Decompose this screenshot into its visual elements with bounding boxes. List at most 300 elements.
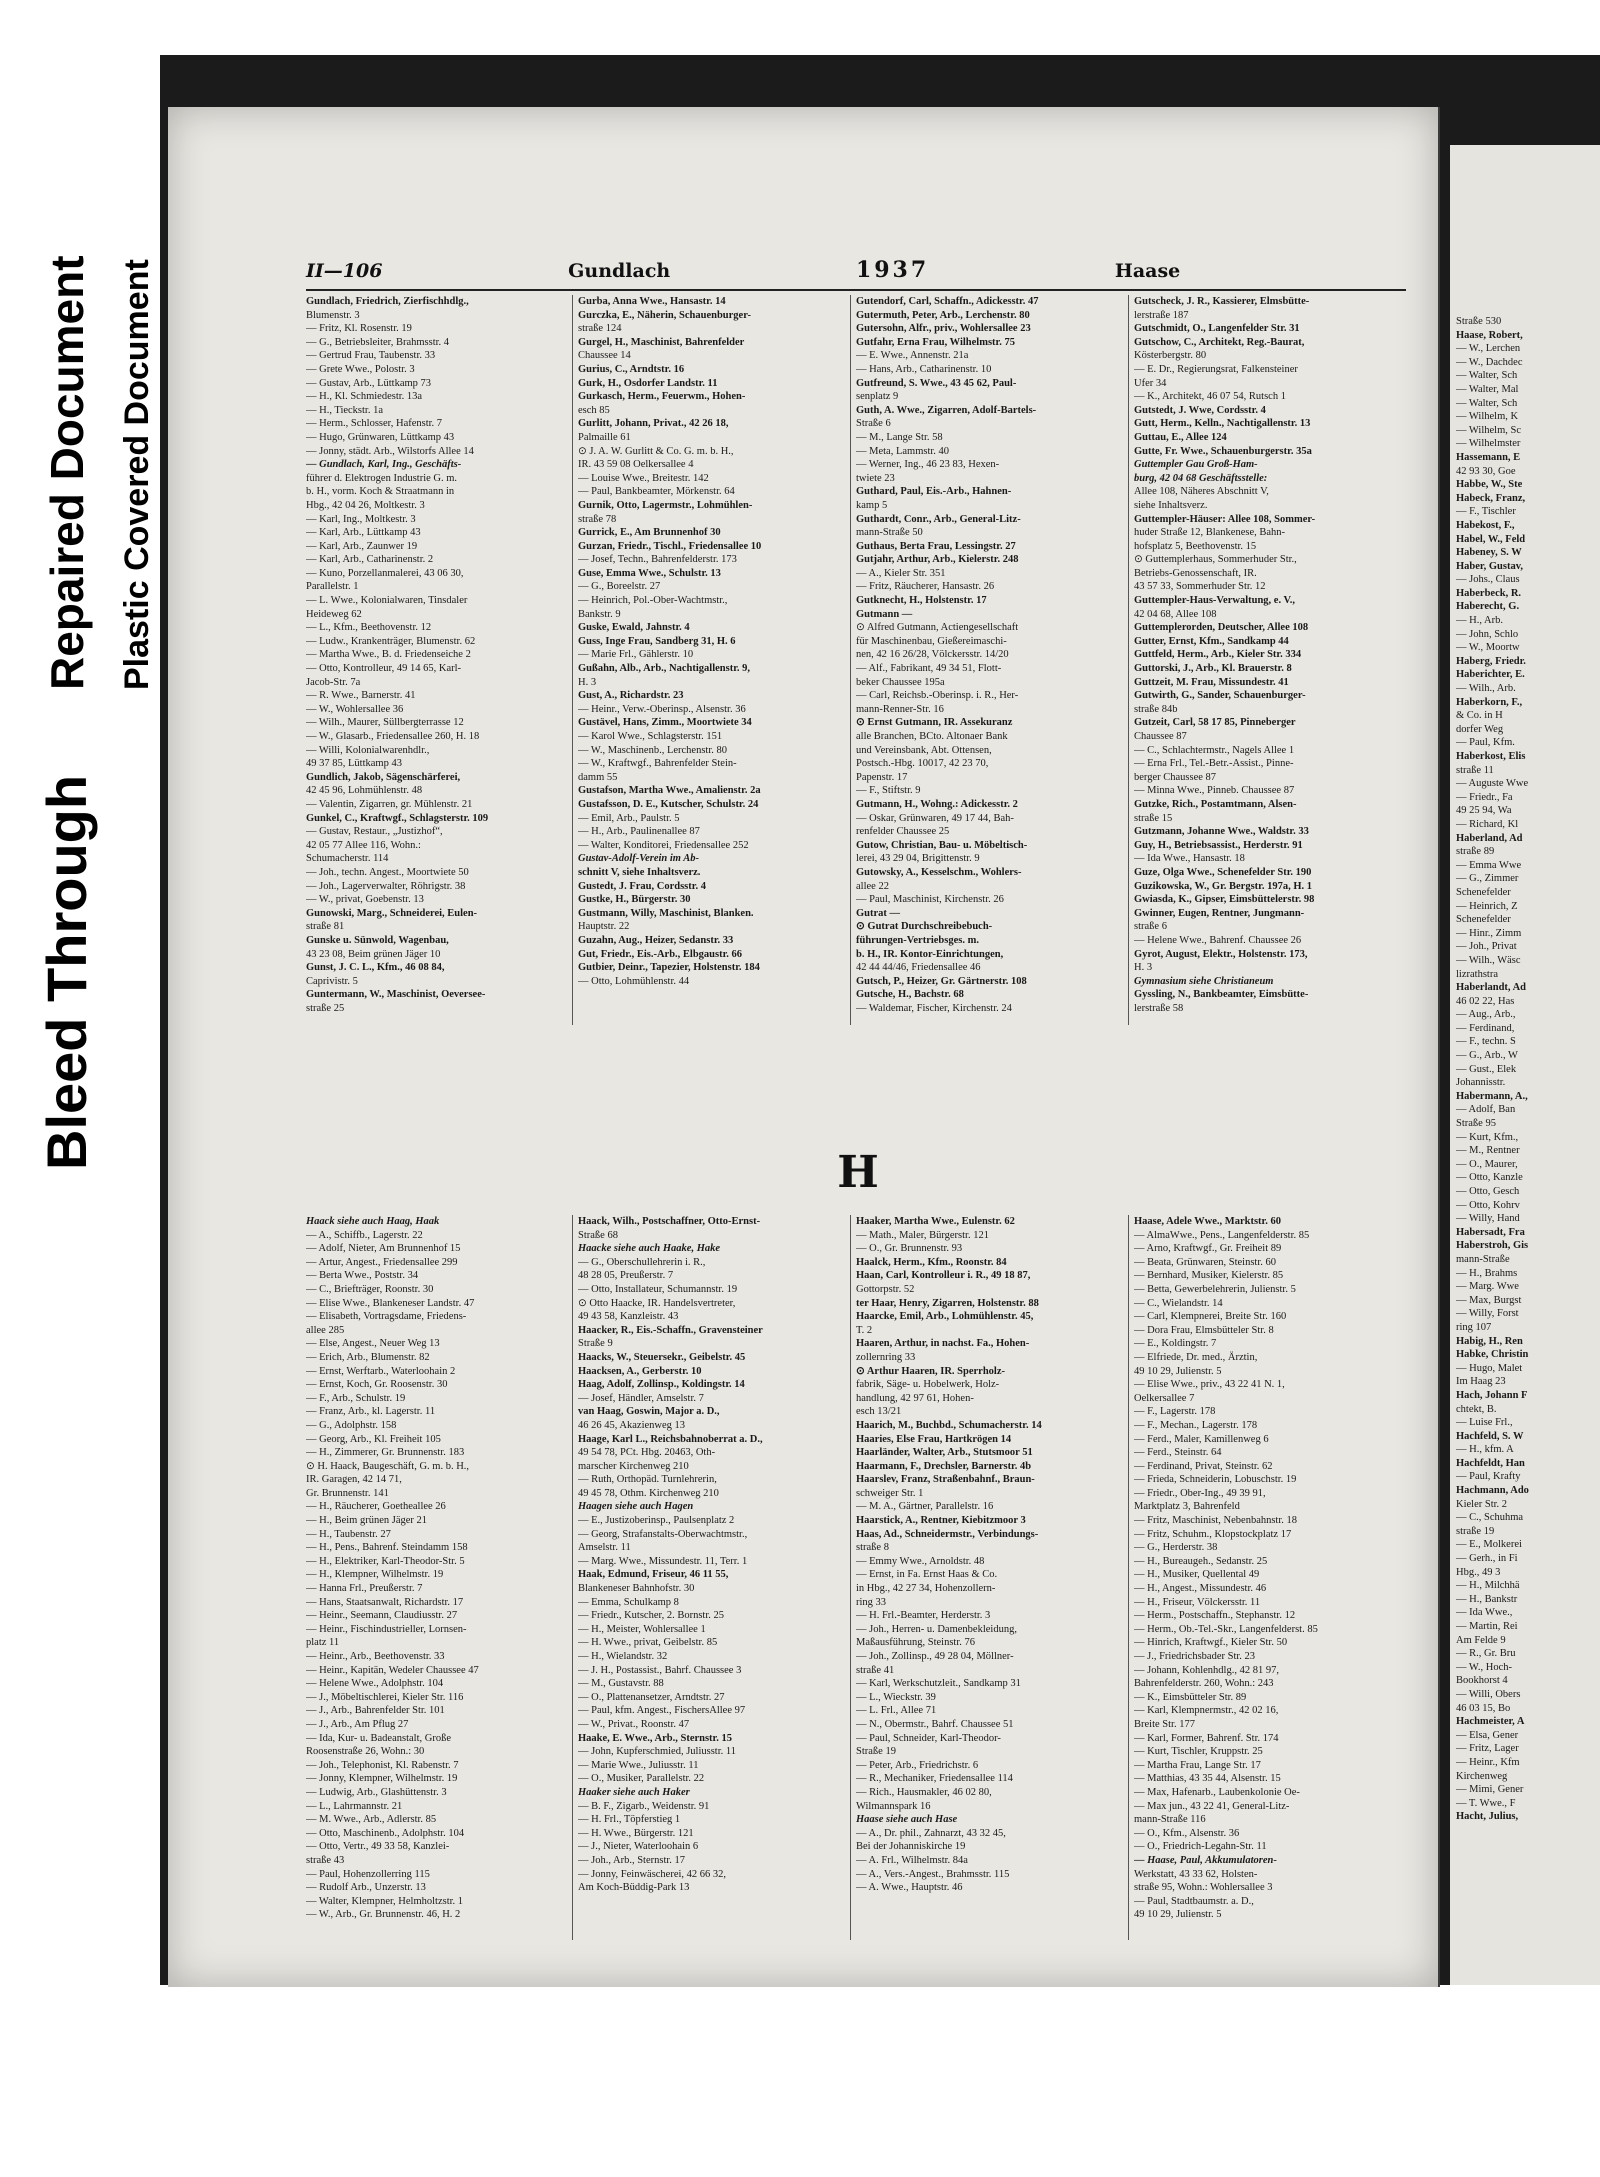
- column-adjacent: [1450, 315, 1600, 1975]
- directory-entry-line: Guze, Olga Wwe., Schenefelder Str. 190: [1134, 866, 1312, 878]
- directory-entry-line: — Elise Wwe., priv., 43 22 41 N. 1,: [1134, 1379, 1285, 1391]
- directory-entry-line: — W., Kraftwgf., Bahrenfelder Stein-: [578, 758, 737, 770]
- directory-entry-line: — O., Friedrich-Legahn-Str. 11: [1134, 1841, 1267, 1853]
- directory-entry-line: — Paul, Maschinist, Kirchenstr. 26: [856, 894, 1004, 906]
- directory-entry-line: — H., Beim grünen Jäger 21: [306, 1515, 428, 1527]
- directory-entry-line: — Kurt, Tischler, Kruppstr. 25: [1134, 1746, 1263, 1758]
- directory-entry-line: straße 43: [306, 1854, 345, 1866]
- directory-entry-line: — H. Frl., Töpferstieg 1: [578, 1814, 681, 1826]
- directory-entry-line: — G., Zimmer: [1456, 873, 1519, 885]
- directory-entry-line: — L. Wwe., Kolonialwaren, Tinsdaler: [306, 595, 468, 607]
- directory-entry-line: — Auguste Wwe: [1456, 778, 1529, 790]
- directory-entry-line: Haake, E. Wwe., Arb., Sternstr. 15: [578, 1732, 733, 1744]
- directory-entry-line: ring 33: [856, 1596, 887, 1608]
- directory-entry-line: — Herm., Postschaffn., Stephanstr. 12: [1134, 1610, 1296, 1622]
- directory-entry-line: — Heinr., Seemann, Claudiusstr. 27: [306, 1610, 458, 1622]
- directory-entry-line: straße 6: [1134, 921, 1167, 933]
- directory-entry-line: — Arno, Kraftwgf., Gr. Freiheit 89: [1134, 1243, 1282, 1255]
- directory-entry-line: — Else, Angest., Neuer Weg 13: [306, 1338, 440, 1350]
- page-header: [306, 257, 1406, 291]
- directory-entry-line: — H. Wwe., Bürgerstr. 121: [578, 1827, 694, 1839]
- directory-entry-line: — O., Plattenansetzer, Arndtstr. 27: [578, 1691, 725, 1703]
- directory-entry-line: — Fritz, Kl. Rosenstr. 19: [306, 323, 412, 335]
- page-edge: [1438, 107, 1440, 1987]
- column-bottom-3: [856, 1215, 1124, 1940]
- directory-entry-line: — Heinr., Kapitän, Wedeler Chaussee 47: [306, 1664, 479, 1676]
- directory-entry-line: straße 15: [1134, 812, 1173, 824]
- directory-entry-line: — Georg, Arb., Kl. Freiheit 105: [306, 1433, 441, 1445]
- directory-entry-line: — Hugo, Grünwaren, Lüttkamp 43: [306, 431, 455, 443]
- directory-entry-line: beker Chaussee 195a: [856, 676, 945, 688]
- directory-entry-line: — W., Lerchen: [1456, 343, 1521, 355]
- directory-entry-line: Haberecht, G.: [1456, 601, 1520, 613]
- directory-entry-line: Habke, Christin: [1456, 1349, 1529, 1361]
- directory-entry-line: Schenefelder: [1456, 914, 1511, 926]
- label-repaired-document: Repaired Document: [41, 255, 93, 690]
- directory-entry-line: — Wilhelm, Sc: [1456, 424, 1522, 436]
- directory-entry-line: — Walter, Sch: [1456, 370, 1518, 382]
- directory-entry-line: — Elisabeth, Vortragsdame, Friedens-: [306, 1311, 467, 1323]
- directory-entry-line: lerstraße 58: [1134, 1002, 1184, 1014]
- directory-entry-line: — H., Elektriker, Karl-Theodor-Str. 5: [306, 1555, 465, 1567]
- directory-entry-line: — Adolf, Nieter, Am Brunnenhof 15: [306, 1243, 461, 1255]
- directory-entry-line: Gutrat —: [856, 907, 901, 919]
- directory-entry-line: twiete 23: [856, 472, 895, 484]
- directory-entry-line: — Ruth, Orthopäd. Turnlehrerin,: [578, 1474, 717, 1486]
- directory-entry-line: — Walter, Klempner, Helmholtzstr. 1: [306, 1895, 464, 1907]
- directory-entry-line: Gutmann —: [856, 608, 913, 620]
- directory-entry-line: — Emmy Wwe., Arnoldstr. 48: [856, 1555, 985, 1567]
- directory-entry-line: Blankeneser Bahnhofstr. 30: [578, 1583, 695, 1595]
- directory-entry-line: Marktplatz 3, Bahrenfeld: [1134, 1501, 1240, 1513]
- directory-entry-line: Parallelstr. 1: [306, 581, 359, 593]
- directory-entry-line: — Hanna Frl., Preußerstr. 7: [306, 1583, 423, 1595]
- directory-entry-line: — Adolf, Ban: [1456, 1104, 1516, 1116]
- directory-entry-line: — L. Frl., Allee 71: [856, 1705, 937, 1717]
- directory-entry-line: — Georg, Strafanstalts-Oberwachtmstr.,: [578, 1528, 748, 1540]
- directory-entry-line: — H., Taubenstr. 27: [306, 1528, 391, 1540]
- directory-entry-line: — H., Arb., Paulinenallee 87: [578, 826, 700, 838]
- directory-entry-line: b. H., vorm. Koch & Straatmann in: [306, 486, 455, 498]
- directory-entry-line: — Hinr., Zimm: [1456, 927, 1522, 939]
- directory-entry-line: — Paul, Krafty: [1456, 1471, 1521, 1483]
- directory-entry-line: — Math., Maler, Bürgerstr. 121: [856, 1229, 989, 1241]
- directory-entry-line: — Ludw., Krankenträger, Blumenstr. 62: [306, 635, 476, 647]
- directory-entry-line: — W., Dachdec: [1456, 356, 1523, 368]
- directory-entry-line: — A., Kieler Str. 351: [856, 567, 946, 579]
- directory-entry-line: Gutte, Fr. Wwe., Schauenburgerstr. 35a: [1134, 445, 1312, 457]
- directory-entry-line: — Johs., Claus: [1456, 574, 1520, 586]
- directory-entry-line: ring 107: [1456, 1321, 1492, 1333]
- directory-entry-line: — W., Arb., Gr. Brunnenstr. 46, H. 2: [306, 1909, 461, 1921]
- directory-entry-line: Hachfeldt, Han: [1456, 1457, 1525, 1469]
- directory-entry-line: Haarcke, Emil, Arb., Lohmühlenstr. 45,: [856, 1311, 1034, 1323]
- directory-entry-line: Werkstatt, 43 33 62, Holsten-: [1134, 1868, 1258, 1880]
- directory-entry-line: — Emma, Schulkamp 8: [578, 1596, 679, 1608]
- directory-entry-line: — Wilh., Wäsc: [1456, 954, 1521, 966]
- directory-entry-line: Hacht, Julius,: [1456, 1811, 1519, 1823]
- directory-entry-line: nen, 42 16 26/28, Völckersstr. 14/20: [856, 649, 1009, 661]
- directory-entry-line: — H. Wwe., privat, Geibelstr. 85: [578, 1637, 718, 1649]
- directory-entry-line: Guntermann, W., Maschinist, Oeversee-: [306, 989, 486, 1001]
- directory-entry-line: — Otto, Gesch: [1456, 1186, 1520, 1197]
- directory-entry-line: Gottorpstr. 52: [856, 1283, 915, 1295]
- directory-entry-line: — H., Friseur, Völckersstr. 11: [1134, 1596, 1261, 1608]
- directory-entry-line: Gurrick, E., Am Brunnenhof 30: [578, 527, 721, 539]
- directory-entry-line: — H., Milchhä: [1456, 1580, 1520, 1592]
- directory-entry-line: — Joh., Privat: [1456, 941, 1517, 953]
- directory-entry-line: — Friedr., Fa: [1456, 791, 1513, 803]
- directory-entry-line: — H., Musiker, Quellental 49: [1134, 1569, 1260, 1581]
- directory-entry-line: — M., Rentner: [1456, 1145, 1520, 1157]
- directory-entry-line: — Paul, Kfm.: [1456, 737, 1515, 749]
- directory-entry-line: — Marie Frl., Gählerstr. 10: [578, 649, 694, 661]
- directory-entry-line: — A. Wwe., Hauptstr. 46: [856, 1882, 963, 1894]
- directory-entry-line: — Ferd., Steinstr. 64: [1134, 1447, 1222, 1459]
- directory-entry-line: Haaker siehe auch Haker: [578, 1786, 690, 1798]
- directory-entry-line: — H., Wielandstr. 32: [578, 1651, 668, 1662]
- directory-entry-line: Gustävel, Hans, Zimm., Moortwiete 34: [578, 717, 752, 729]
- directory-entry-line: Guttzeit, M. Frau, Missundestr. 41: [1134, 676, 1289, 688]
- directory-entry-line: Haase siehe auch Hase: [856, 1814, 958, 1826]
- directory-entry-line: — Ida Wwe.,: [1456, 1607, 1513, 1619]
- directory-entry-line: — Karl, Former, Bahrenf. Str. 174: [1134, 1732, 1279, 1744]
- directory-entry-line: — E., Koldingstr. 7: [1134, 1338, 1217, 1350]
- directory-entry-line: — W., Glasarb., Friedensallee 260, H. 18: [306, 731, 480, 742]
- directory-entry-line: senplatz 9: [856, 391, 899, 403]
- directory-entry-line: — Frieda, Schneiderin, Lobuschstr. 19: [1134, 1474, 1297, 1486]
- directory-entry-line: — Helene Wwe., Adolphstr. 104: [306, 1678, 444, 1690]
- directory-entry-line: Gußahn, Alb., Arb., Nachtigallenstr. 9,: [578, 663, 751, 675]
- directory-entry-line: — J. H., Postassist., Bahrf. Chaussee 3: [578, 1664, 742, 1676]
- directory-entry-line: — Heinr., Fischindustrieller, Lornsen-: [306, 1623, 467, 1635]
- directory-entry-line: chtekt, B.: [1456, 1403, 1497, 1415]
- directory-entry-line: — Betta, Gewerbelehrerin, Julienstr. 5: [1134, 1283, 1296, 1295]
- directory-entry-line: — Fritz, Räucherer, Hansastr. 26: [856, 581, 995, 593]
- directory-entry-line: — Fritz, Schuhm., Klopstockplatz 17: [1134, 1528, 1292, 1540]
- directory-entry-line: ⊙ Ernst Gutmann, IR. Assekuranz: [856, 717, 1013, 729]
- directory-entry-line: — M., Gustavstr. 88: [578, 1678, 664, 1690]
- directory-entry-line: mann-Straße: [1456, 1253, 1510, 1265]
- directory-entry-line: — Matthias, 43 35 44, Alsenstr. 15: [1134, 1773, 1281, 1785]
- directory-entry-line: Gutbier, Deinr., Tapezier, Holstenstr. 184: [578, 962, 760, 974]
- directory-entry-line: Bankstr. 9: [578, 608, 621, 620]
- directory-entry-line: — Heinrich, Pol.-Ober-Wachtmstr.,: [578, 595, 728, 607]
- directory-entry-line: Haacks, W., Steuersekr., Geibelstr. 45: [578, 1351, 746, 1363]
- directory-entry-line: — Gustav, Restaur., „Justizhof“,: [306, 826, 443, 838]
- column-divider: [1128, 295, 1129, 1025]
- directory-entry-line: — Jonny, Feinwäscherei, 42 66 32,: [578, 1868, 727, 1880]
- directory-entry-line: — Willi, Obers: [1456, 1688, 1521, 1700]
- directory-entry-line: Gutt, Herm., Kelln., Nachtigallenstr. 13: [1134, 418, 1311, 430]
- column-divider: [572, 295, 573, 1025]
- directory-entry-line: — J., Arb., Bahrenfelder Str. 101: [306, 1705, 445, 1717]
- directory-entry-line: Gyrot, August, Elektr., Holstenstr. 173,: [1134, 948, 1308, 960]
- directory-entry-line: — Marie Wwe., Juliusstr. 11: [578, 1759, 699, 1771]
- directory-entry-line: — G., Oberschullehrerin i. R.,: [578, 1256, 706, 1268]
- directory-entry-line: — Elise Wwe., Blankeneser Landstr. 47: [306, 1297, 475, 1309]
- directory-entry-line: — C., Wielandstr. 14: [1134, 1297, 1223, 1309]
- directory-entry-line: — C., Briefträger, Roonstr. 30: [306, 1283, 434, 1295]
- directory-entry-line: — Willi, Kolonialwarenhdlr.,: [306, 744, 430, 756]
- directory-entry-line: Haak, Edmund, Friseur, 46 11 55,: [578, 1569, 729, 1581]
- directory-entry-line: Guttempler Gau Groß-Ham-: [1134, 459, 1258, 471]
- directory-entry-line: — Ferdinand,: [1456, 1022, 1515, 1034]
- directory-entry-line: Haberg, Friedr.: [1456, 655, 1526, 667]
- directory-entry-line: 42 44 44/46, Friedensallee 46: [856, 962, 981, 974]
- directory-entry-line: — Dora Frau, Elmsbütteler Str. 8: [1134, 1324, 1274, 1336]
- directory-entry-line: — Heinr., Kfm: [1456, 1756, 1520, 1768]
- directory-entry-line: — W., privat, Goebenstr. 13: [306, 894, 424, 906]
- directory-entry-line: — Mimi, Gener: [1456, 1784, 1524, 1796]
- directory-entry-line: Betriebs-Genossenschaft, IR.: [1134, 567, 1257, 579]
- directory-entry-line: Gustke, H., Bürgerstr. 30: [578, 894, 691, 906]
- directory-entry-line: Haberland, Ad: [1456, 832, 1523, 844]
- directory-entry-line: — R. Wwe., Barnerstr. 41: [306, 690, 416, 702]
- directory-entry-line: in Hbg., 42 27 34, Hohenzollern-: [856, 1583, 996, 1595]
- directory-entry-line: — Jonny, städt. Arb., Wilstorfs Allee 14: [306, 445, 474, 457]
- directory-entry-line: für Maschinenbau, Gießereimaschi-: [856, 635, 1007, 647]
- directory-entry-line: Straße 95: [1456, 1118, 1496, 1130]
- directory-entry-line: — Minna Wwe., Pinneb. Chaussee 87: [1134, 785, 1295, 797]
- directory-entry-line: straße 89: [1456, 846, 1495, 858]
- directory-entry-line: — Gertrud Frau, Taubenstr. 33: [306, 350, 436, 362]
- directory-entry-line: — Grete Wwe., Polostr. 3: [306, 363, 415, 375]
- directory-entry-line: b. H., IR. Kontor-Einrichtungen,: [856, 948, 1004, 960]
- directory-entry-line: Gutzmann, Johanne Wwe., Waldstr. 33: [1134, 826, 1309, 838]
- directory-entry-line: — Richard, Kl: [1456, 818, 1519, 830]
- directory-entry-line: — Hinrich, Kraftwgf., Kieler Str. 50: [1134, 1637, 1288, 1649]
- directory-entry-line: straße 11: [1456, 764, 1494, 776]
- directory-entry-line: T. 2: [856, 1324, 873, 1336]
- directory-entry-line: — Herm., Ob.-Tel.-Skr., Langenfelderst. 85: [1134, 1623, 1318, 1635]
- scan-condition-labels: [0, 0, 160, 1260]
- directory-entry-line: Guzahn, Aug., Heizer, Sedanstr. 33: [578, 934, 734, 946]
- directory-entry-line: Haarstick, A., Rentner, Kiebitzmoor 3: [856, 1515, 1026, 1527]
- directory-entry-line: Schumacherstr. 114: [306, 853, 389, 865]
- directory-entry-line: Guth, A. Wwe., Zigarren, Adolf-Bartels-: [856, 404, 1037, 416]
- directory-entry-line: allee 22: [856, 880, 889, 892]
- directory-entry-line: ⊙ Arthur Haaren, IR. Sperrholz-: [856, 1365, 1005, 1377]
- directory-entry-line: Guttemplerorden, Deutscher, Allee 108: [1134, 622, 1309, 634]
- directory-entry-line: Habekost, F.,: [1456, 519, 1515, 531]
- directory-entry-line: — G., Herderstr. 38: [1134, 1542, 1218, 1554]
- directory-entry-line: Haberichter, E.: [1456, 669, 1525, 681]
- directory-entry-line: 42 45 96, Lohmühlenstr. 48: [306, 785, 423, 797]
- directory-entry-line: — Ernst, Koch, Gr. Roosenstr. 30: [306, 1379, 448, 1391]
- directory-entry-line: Haase, Robert,: [1456, 329, 1523, 341]
- directory-entry-line: Guthardt, Conr., Arb., General-Litz-: [856, 513, 1021, 525]
- directory-entry-line: marscher Kirchenweg 210: [578, 1460, 689, 1472]
- directory-entry-line: zollernring 33: [856, 1351, 916, 1363]
- directory-entry-line: — Kurt, Kfm.,: [1456, 1131, 1519, 1143]
- page-number: II—106: [306, 260, 383, 282]
- directory-entry-line: — F., Mechan., Lagerstr. 178: [1134, 1419, 1258, 1431]
- directory-entry-line: — Martha Frau, Lange Str. 17: [1134, 1759, 1261, 1771]
- directory-entry-line: van Haag, Goswin, Major a. D.,: [578, 1406, 720, 1418]
- directory-entry-line: — Paul, Schneider, Karl-Theodor-: [856, 1732, 1001, 1744]
- directory-entry-line: — Fritz, Maschinist, Nebenbahnstr. 18: [1134, 1515, 1298, 1527]
- header-left-word: Gundlach: [568, 260, 671, 282]
- directory-entry-line: — Joh., techn. Angest., Moortwiete 50: [306, 866, 469, 878]
- directory-entry-line: Gurius, C., Arndtstr. 16: [578, 363, 685, 375]
- directory-entry-line: Gustedt, J. Frau, Cordsstr. 4: [578, 880, 706, 892]
- directory-entry-line: Guse, Emma Wwe., Schulstr. 13: [578, 567, 721, 579]
- directory-entry-line: — Karol Wwe., Schlagsterstr. 151: [578, 731, 723, 742]
- directory-entry-line: mann-Straße 50: [856, 527, 923, 539]
- directory-entry-line: — G., Boreelstr. 27: [578, 581, 661, 593]
- directory-entry-line: — F., Tischler: [1456, 506, 1516, 518]
- directory-entry-line: 46 03 15, Bo: [1456, 1702, 1511, 1714]
- directory-entry-line: Guthaus, Berta Frau, Lessingstr. 27: [856, 540, 1016, 552]
- directory-entry-line: — Artur, Angest., Friedensallee 299: [306, 1256, 458, 1268]
- directory-entry-line: — Fritz, Lager: [1456, 1743, 1519, 1755]
- directory-entry-line: — H., Pens., Bahrenf. Steindamm 158: [306, 1542, 468, 1554]
- directory-entry-line: Gut, Friedr., Eis.-Arb., Elbgaustr. 66: [578, 948, 743, 960]
- directory-entry-line: 49 10 29, Julienstr. 5: [1134, 1909, 1222, 1921]
- directory-entry-line: — Haase, Paul, Akkumulatoren-: [1134, 1854, 1277, 1866]
- directory-entry-line: Hbg., 49 3: [1456, 1566, 1501, 1578]
- directory-entry-line: Jacob-Str. 7a: [306, 676, 361, 688]
- directory-entry-line: — Louise Wwe., Breitestr. 142: [578, 472, 709, 484]
- directory-entry-line: Hachmeister, A: [1456, 1716, 1525, 1728]
- directory-entry-line: — Joh., Telephonist, Kl. Rabenstr. 7: [306, 1759, 459, 1771]
- directory-entry-line: — L., Wieckstr. 39: [856, 1691, 936, 1703]
- directory-entry-line: Kösterbergstr. 80: [1134, 350, 1207, 362]
- directory-entry-line: Roosenstraße 26, Wohn.: 30: [306, 1746, 425, 1758]
- directory-entry-line: — H., Zimmerer, Gr. Brunnenstr. 183: [306, 1447, 465, 1459]
- directory-entry-line: — J., Friedrichsbader Str. 23: [1134, 1651, 1256, 1662]
- directory-entry-line: Gunkel, C., Kraftwgf., Schlagsterstr. 109: [306, 812, 489, 824]
- directory-entry-line: — A., Schiffb., Lagerstr. 22: [306, 1229, 423, 1241]
- directory-entry-line: — Walter, Konditorei, Friedensallee 252: [578, 839, 749, 851]
- scanned-spread: [160, 55, 1600, 1985]
- directory-entry-line: ⊙ Gutrat Durchschreibebuch-: [856, 921, 993, 933]
- directory-entry-line: Gutzke, Rich., Postamtmann, Alsen-: [1134, 798, 1297, 810]
- directory-entry-line: — M. A., Gärtner, Parallelstr. 16: [856, 1501, 994, 1513]
- directory-entry-line: — L., Lahrmannstr. 21: [306, 1800, 403, 1812]
- directory-entry-line: Habermann, A.,: [1456, 1090, 1528, 1102]
- directory-entry-line: — Aug., Arb.,: [1456, 1009, 1516, 1021]
- directory-entry-line: Habbe, W., Ste: [1456, 479, 1523, 491]
- directory-entry-line: — W., Hoch-: [1456, 1661, 1512, 1673]
- directory-entry-line: 49 43 58, Kanzleistr. 43: [578, 1311, 679, 1323]
- directory-entry-line: mann-Renner-Str. 16: [856, 703, 944, 715]
- directory-entry-line: ⊙ Alfred Gutmann, Actiengesellschaft: [856, 622, 1019, 634]
- directory-entry-line: siehe Inhaltsverz.: [1134, 499, 1208, 511]
- directory-entry-line: Haag, Adolf, Zollinsp., Koldingstr. 14: [578, 1379, 745, 1391]
- adjacent-page-strip: [1450, 145, 1600, 1985]
- directory-entry-line: kamp 5: [856, 499, 888, 511]
- directory-entry-line: ⊙ Otto Haacke, IR. Handelsvertreter,: [578, 1297, 736, 1309]
- directory-entry-line: — H., Bureaugeh., Sedanstr. 25: [1134, 1555, 1268, 1567]
- directory-entry-line: alle Branchen, BCto. Altonaer Bank: [856, 731, 1008, 742]
- directory-entry-line: — Ferd., Maler, Kamillenweg 6: [1134, 1433, 1269, 1445]
- directory-entry-line: — Peter, Arb., Friedrichstr. 6: [856, 1759, 979, 1771]
- directory-entry-line: — Heinr., Verw.-Oberinsp., Alsenstr. 36: [578, 703, 746, 715]
- directory-entry-line: — A. Frl., Wilhelmstr. 84a: [856, 1854, 968, 1866]
- directory-entry-line: Gurczka, E., Näherin, Schauenburger-: [578, 309, 751, 321]
- directory-entry-line: Habersadt, Fra: [1456, 1226, 1525, 1238]
- directory-entry-line: dorfer Weg: [1456, 723, 1504, 735]
- directory-entry-line: — N., Obermstr., Bahrf. Chaussee 51: [856, 1718, 1014, 1730]
- directory-entry-line: — H., Bankstr: [1456, 1593, 1518, 1605]
- directory-entry-line: — J., Nieter, Waterloohain 6: [578, 1841, 699, 1853]
- directory-entry-line: — Elfriede, Dr. med., Ärztin,: [1134, 1351, 1258, 1363]
- directory-entry-line: — Ida Wwe., Hansastr. 18: [1134, 853, 1245, 865]
- directory-entry-line: — Erna Frl., Tel.-Betr.-Assist., Pinne-: [1134, 758, 1294, 770]
- directory-entry-line: Gutstedt, J. Wwe, Cordsstr. 4: [1134, 404, 1266, 416]
- directory-entry-line: H. 3: [1134, 962, 1153, 974]
- directory-entry-line: Gutersohn, Alfr., priv., Wohlersallee 23: [856, 323, 1031, 335]
- directory-entry-line: — Josef, Techn., Bahrenfelderstr. 173: [578, 554, 737, 566]
- directory-entry-line: — Rudolf Arb., Unzerstr. 13: [306, 1882, 426, 1894]
- directory-entry-line: Haan, Carl, Kontrolleur i. R., 49 18 87,: [856, 1270, 1031, 1282]
- directory-entry-line: — H., Kl. Schmiedestr. 13a: [306, 391, 423, 403]
- directory-entry-line: — Heinrich, Z: [1456, 900, 1518, 912]
- directory-entry-line: handlung, 42 97 61, Hohen-: [856, 1392, 974, 1404]
- directory-entry-line: Haarmann, F., Drechsler, Barnerstr. 4b: [856, 1460, 1032, 1472]
- directory-entry-line: Schenefelder: [1456, 886, 1511, 898]
- directory-entry-line: Gutwirth, G., Sander, Schauenburger-: [1134, 690, 1306, 702]
- directory-entry-line: — Herm., Schlosser, Hafenstr. 7: [306, 418, 443, 430]
- directory-entry-line: IR. 43 59 08 Oelkersallee 4: [578, 459, 694, 471]
- directory-entry-line: Palmaille 61: [578, 431, 631, 443]
- directory-entry-line: Gurba, Anna Wwe., Hansastr. 14: [578, 296, 726, 307]
- directory-entry-line: — Karl, Arb., Lüttkamp 43: [306, 527, 421, 539]
- directory-entry-line: — Marg. Wwe: [1456, 1281, 1519, 1293]
- directory-entry-line: allee 285: [306, 1324, 345, 1336]
- directory-entry-line: straße 124: [578, 323, 622, 335]
- directory-entry-line: Haberstroh, Gis: [1456, 1240, 1529, 1252]
- directory-entry-line: — Wilhelm, K: [1456, 411, 1519, 423]
- directory-entry-line: Gwinner, Eugen, Rentner, Jungmann-: [1134, 907, 1305, 919]
- directory-entry-line: — Gerh., in Fi: [1456, 1553, 1518, 1565]
- directory-entry-line: Haacksen, A., Gerberstr. 10: [578, 1365, 702, 1377]
- directory-entry-line: — Elsa, Gener: [1456, 1729, 1519, 1741]
- directory-entry-line: Heideweg 62: [306, 608, 362, 620]
- directory-entry-line: — John, Kupferschmied, Juliusstr. 11: [578, 1746, 736, 1758]
- directory-entry-line: Haage, Karl L., Reichsbahnoberrat a. D.,: [578, 1433, 763, 1445]
- directory-entry-line: — R., Mechaniker, Friedensallee 114: [856, 1773, 1013, 1785]
- column-divider: [850, 1215, 851, 1940]
- column-bottom-1: [306, 1215, 568, 1940]
- directory-entry-line: 49 37 85, Lüttkamp 43: [306, 758, 402, 770]
- directory-entry-line: 46 26 45, Akazienweg 13: [578, 1419, 686, 1431]
- directory-entry-line: Caprivistr. 5: [306, 975, 358, 987]
- directory-entry-line: — Beata, Grünwaren, Steinstr. 60: [1134, 1256, 1277, 1268]
- directory-entry-line: burg, 42 04 68 Geschäftsstelle:: [1134, 472, 1268, 484]
- directory-entry-line: — Berta Wwe., Poststr. 34: [306, 1270, 419, 1282]
- directory-entry-line: schnitt V, siehe Inhaltsverz.: [578, 866, 701, 878]
- directory-entry-line: — AlmaWwe., Pens., Langenfelderstr. 85: [1134, 1229, 1310, 1241]
- directory-entry-line: Gutscheck, J. R., Kassierer, Elmsbütte-: [1134, 296, 1310, 307]
- directory-entry-line: Breite Str. 177: [1134, 1718, 1195, 1730]
- directory-entry-line: — L., Kfm., Beethovenstr. 12: [306, 622, 432, 634]
- directory-entry-line: Hbg., 42 04 26, Moltkestr. 3: [306, 499, 425, 511]
- label-bleed-through: Bleed Through: [35, 774, 98, 1170]
- directory-entry-line: mann-Straße 116: [1134, 1814, 1206, 1826]
- directory-entry-line: straße 41: [856, 1664, 895, 1676]
- directory-entry-line: — E. Dr., Regierungsrat, Falkensteiner: [1134, 363, 1298, 375]
- directory-entry-line: Gustav-Adolf-Verein im Ab-: [578, 853, 699, 865]
- directory-entry-line: — Rich., Hausmakler, 46 02 80,: [856, 1786, 992, 1798]
- directory-entry-line: Haase, Adele Wwe., Marktstr. 60: [1134, 1216, 1281, 1227]
- directory-entry-line: — Ludwig, Arb., Glashüttenstr. 3: [306, 1786, 447, 1798]
- directory-entry-line: — Jonny, Klempner, Wilhelmstr. 19: [306, 1773, 458, 1785]
- directory-entry-line: Straße 6: [856, 418, 891, 430]
- directory-entry-line: huder Straße 12, Blankenese, Bahn-: [1134, 527, 1286, 539]
